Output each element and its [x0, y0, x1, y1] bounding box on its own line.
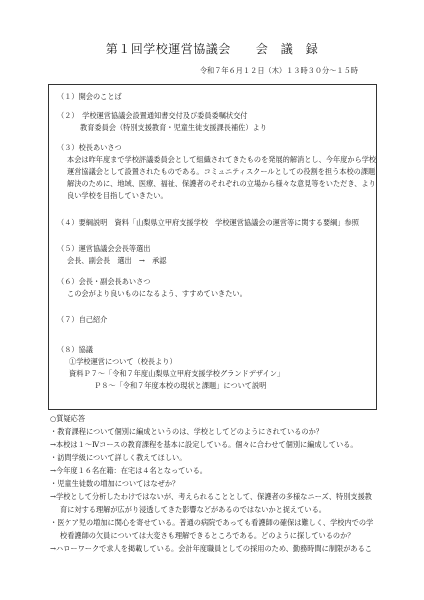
agenda-item-discussion: （８）協議: [57, 345, 93, 354]
qa-line: →今年度１６名在籍：在宅は４名となっている。: [50, 466, 207, 475]
agenda-item-appointment-detail: 教育委員会（特別支援教育・児童生徒支援課長補佐）より: [80, 123, 267, 132]
agenda-item-outline-explanation: （４）要綱説明 資料「山梨県立甲府支援学校 学校運営協議会の運営等に関する要綱」参照: [57, 218, 359, 227]
principal-greeting-line: 解決のために、地域、医療、福祉、保護者のそれぞれの立場から様々な意見等をいただき、より: [67, 179, 376, 188]
agenda-item-discussion-detail: Ｐ８～「令和７年度本校の現状と課題」について説明: [94, 381, 267, 390]
qa-line: ・教育課程について個別に編成というのは、学校としてどのようにされているのか？: [50, 427, 323, 436]
qa-line: ・医ケア児の増加に関心を寄せている。普通の病院であっても看護師の確保は難しく、学校内での学: [50, 518, 374, 527]
agenda-item-chair-greeting-detail: この会がより良いものになるよう、すすめていきたい。: [67, 289, 247, 298]
agenda-item-chair-greeting: （６）会長・副会長あいさつ: [57, 277, 151, 286]
qa-line: 育に対する理解が広がり浸透してきた影響などがあるのではないかと捉えている。: [60, 505, 326, 514]
qa-line: ・訪問学級について詳しく教えてほしい。: [50, 453, 187, 462]
principal-greeting-line: 良い学校を目指していきたい。: [67, 191, 168, 200]
qa-line: ・児童生徒数の増加についてはなぜか？: [50, 479, 180, 488]
qa-line: →学校として分析したわけではないが、考えられることとして、保護者の多様なニーズ、特別支援教: [50, 492, 372, 501]
agenda-item-principal-greeting: （３）校長あいさつ: [57, 143, 122, 152]
qa-line: →ハローワークで求人を掲載している。会計年度職員としての採用のため、勤務時間に制限があるこ: [50, 544, 372, 553]
agenda-item-discussion-detail: ①学校運営について（校長より）: [69, 357, 177, 366]
agenda-item-discussion-detail: 資料Ｐ７～「令和７年度山梨県立甲府支援学校グランドデザイン」: [69, 369, 285, 378]
agenda-box: [48, 84, 377, 410]
agenda-item-appointment: （２） 学校運営協議会設置通知書交付及び委員委嘱状交付: [57, 111, 248, 120]
principal-greeting-line: 運営協議会として設置されたものである。コミュニティスクールとしての役割を担う本校の課題: [67, 167, 376, 176]
principal-greeting-line: 本会は昨年度まで学校評議委員会として組織されてきたものを発展的解消とし、今年度から学校: [67, 155, 377, 164]
agenda-item-self-introduction: （７）自己紹介: [57, 315, 108, 324]
qa-line: 校看護師の欠員については大変さも理解できるところである。どのように探しているのか？: [60, 531, 355, 540]
agenda-item-election: （５）運営協議会会長等選出: [57, 244, 151, 253]
page-title: 第１回学校運営協議会 会 議 録: [105, 42, 319, 56]
qa-heading: ○質疑応答: [50, 414, 86, 423]
qa-line: →本校は１～Ⅳコースの教育課程を基本に設定している。個々に合わせて個別に編成している。: [50, 440, 358, 449]
agenda-item-opening: （１）開会のことば: [57, 92, 122, 101]
meeting-datetime: 令和７年６月１２日（木）１３時３０分～１５時: [199, 66, 358, 75]
agenda-item-election-detail: 会長、副会長 選出 → 承認: [67, 256, 167, 265]
